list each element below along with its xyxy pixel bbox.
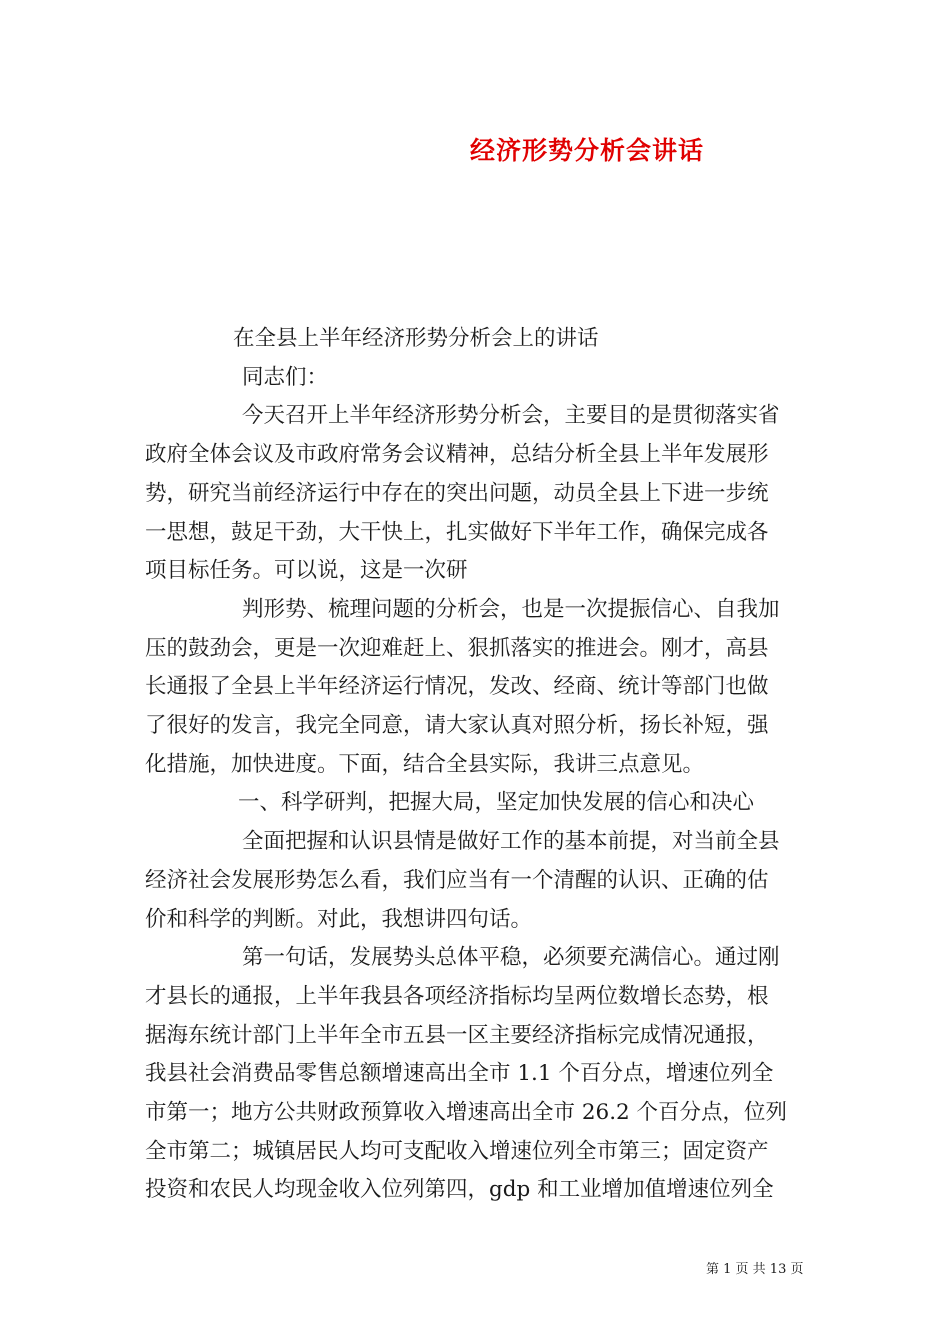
body-line: 经济社会发展形势怎么看，我们应当有一个清醒的认识、正确的估 <box>145 867 769 893</box>
body-line: 今天召开上半年经济形势分析会，主要目的是贯彻落实省 <box>242 403 780 429</box>
page-number: 第 1 页 共 13 页 <box>706 1262 804 1277</box>
salutation: 同志们： <box>242 364 329 390</box>
body-line: 才县长的通报，上半年我县各项经济指标均呈两位数增长态势，根 <box>145 983 769 1009</box>
body-line: 第一句话，发展势头总体平稳，必须要充满信心。通过刚 <box>242 945 780 971</box>
body-line: 市第一；地方公共财政预算收入增速高出全市 26.2 个百分点，位列 <box>145 1100 788 1126</box>
section-heading: 一、科学研判，把握大局，坚定加快发展的信心和决心 <box>238 790 755 816</box>
speech-subtitle: 在全县上半年经济形势分析会上的讲话 <box>233 326 599 351</box>
body-line: 据海东统计部门上半年全市五县一区主要经济指标完成情况通报， <box>145 1022 769 1048</box>
body-line: 政府全体会议及市政府常务会议精神，总结分析全县上半年发展形 <box>145 442 769 468</box>
body-line: 判形势、梳理问题的分析会，也是一次提振信心、自我加 <box>242 596 780 622</box>
body-line: 我县社会消费品零售总额增速高出全市 1.1 个百分点，增速位列全 <box>145 1061 774 1087</box>
body-line: 全市第二；城镇居民人均可支配收入增速位列全市第三；固定资产 <box>145 1138 769 1164</box>
body-line: 全面把握和认识县情是做好工作的基本前提，对当前全县 <box>242 829 780 855</box>
body-line: 压的鼓劲会，更是一次迎难赶上、狠抓落实的推进会。刚才，高县 <box>145 635 769 661</box>
body-line: 项目标任务。可以说，这是一次研 <box>145 558 468 584</box>
body-line: 长通报了全县上半年经济运行情况，发改、经商、统计等部门也做 <box>145 674 769 700</box>
body-line: 价和科学的判断。对此，我想讲四句话。 <box>145 906 533 932</box>
body-line: 投资和农民人均现金收入位列第四，gdp 和工业增加值增速位列全 <box>145 1177 774 1203</box>
body-line: 了很好的发言，我完全同意，请大家认真对照分析，扬长补短，强 <box>145 713 769 739</box>
document-title: 经济形势分析会讲话 <box>470 136 705 165</box>
body-line: 一思想，鼓足干劲，大干快上，扎实做好下半年工作，确保完成各 <box>145 519 769 545</box>
document-body <box>145 320 813 1210</box>
body-line: 势，研究当前经济运行中存在的突出问题，动员全县上下进一步统 <box>145 480 769 506</box>
body-line: 化措施，加快进度。下面，结合全县实际，我讲三点意见。 <box>145 751 705 777</box>
